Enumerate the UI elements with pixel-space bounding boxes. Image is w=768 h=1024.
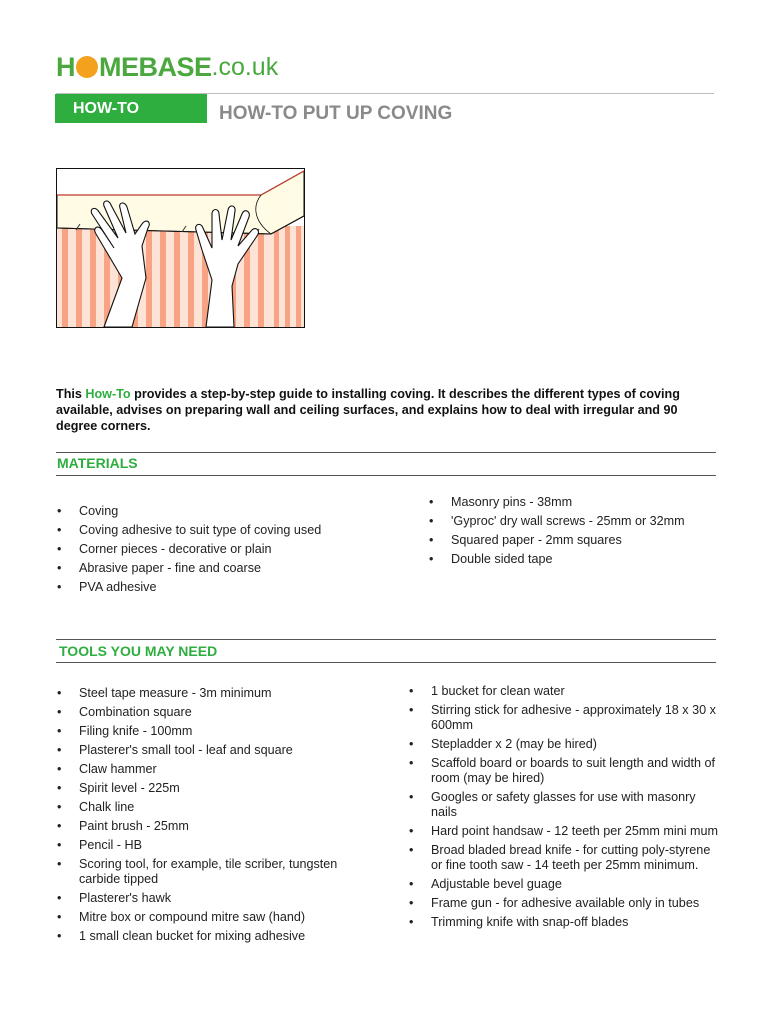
homebase-logo[interactable] [56,50,278,84]
list-item: • Abrasive paper - fine and coarse [57,561,387,576]
list-item: • Corner pieces - decorative or plain [57,542,387,557]
list-item: • Adjustable bevel guage [409,877,719,892]
materials-rule-top [56,452,716,453]
list-item: • Scoring tool, for example, tile scriber, tungsten carbide tipped [57,857,357,887]
tools-title: TOOLS YOU MAY NEED [59,643,218,659]
list-item: • Scaffold board or boards to suit length and width of room (may be hired) [409,756,719,786]
list-item: • Stepladder x 2 (may be hired) [409,737,719,752]
logo-orange-dot [76,56,98,78]
tools-rule-bottom [56,662,716,663]
materials-list-left [57,504,387,599]
list-item: • Googles or safety glasses for use with masonry nails [409,790,719,820]
list-item: • Chalk line [57,800,357,815]
list-item: • Combination square [57,705,357,720]
list-item: • Spirit level - 225m [57,781,357,796]
page-title: HOW-TO PUT UP COVING [219,103,453,124]
list-item: • Stirring stick for adhesive - approximately 18 x 30 x 600mm [409,703,719,733]
logo-domain: .co.uk [211,52,279,81]
list-item: • Claw hammer [57,762,357,777]
tools-rule-top [56,639,716,640]
list-item: • Coving [57,504,387,519]
coving-illustration [56,168,305,328]
list-item: • 'Gyproc' dry wall screws - 25mm or 32mm [429,514,719,529]
list-item: • Trimming knife with snap-off blades [409,915,719,930]
logo-text-end: MEBASE [99,51,212,82]
list-item: • Paint brush - 25mm [57,819,357,834]
materials-list-right [429,495,719,571]
list-item: • Pencil - HB [57,838,357,853]
tools-list-right [409,684,719,934]
list-item: • Coving adhesive to suit type of coving used [57,523,387,538]
materials-rule-bottom [56,475,716,476]
logo-text-start: H [56,51,75,82]
list-item: • Squared paper - 2mm squares [429,533,719,548]
list-item: • Plasterer's hawk [57,891,357,906]
howto-link[interactable]: How-To [85,387,131,401]
list-item: • Masonry pins - 38mm [429,495,719,510]
list-item: • Hard point handsaw - 12 teeth per 25mm mini mum [409,824,719,839]
list-item: • 1 small clean bucket for mixing adhesive [57,929,357,944]
list-item: • Broad bladed bread knife - for cutting poly-styrene or fine tooth saw - 14 teeth per 25mm minimum. [409,843,719,873]
list-item: • PVA adhesive [57,580,387,595]
intro-paragraph: This How-To provides a step-by-step guide to installing coving. It describes the different types of coving available, advises on preparing wall and ceiling surfaces, and explains how to deal with irregular and 90 degree corners. [56,387,680,433]
list-item: • Mitre box or compound mitre saw (hand) [57,910,357,925]
list-item: • Filing knife - 100mm [57,724,357,739]
howto-tab: HOW-TO [55,94,207,123]
materials-title: MATERIALS [57,455,138,471]
list-item: • 1 bucket for clean water [409,684,719,699]
list-item: • Double sided tape [429,552,719,567]
list-item: • Plasterer's small tool - leaf and square [57,743,357,758]
list-item: • Frame gun - for adhesive available only in tubes [409,896,719,911]
list-item: • Steel tape measure - 3m minimum [57,686,357,701]
tools-list-left [57,686,357,948]
